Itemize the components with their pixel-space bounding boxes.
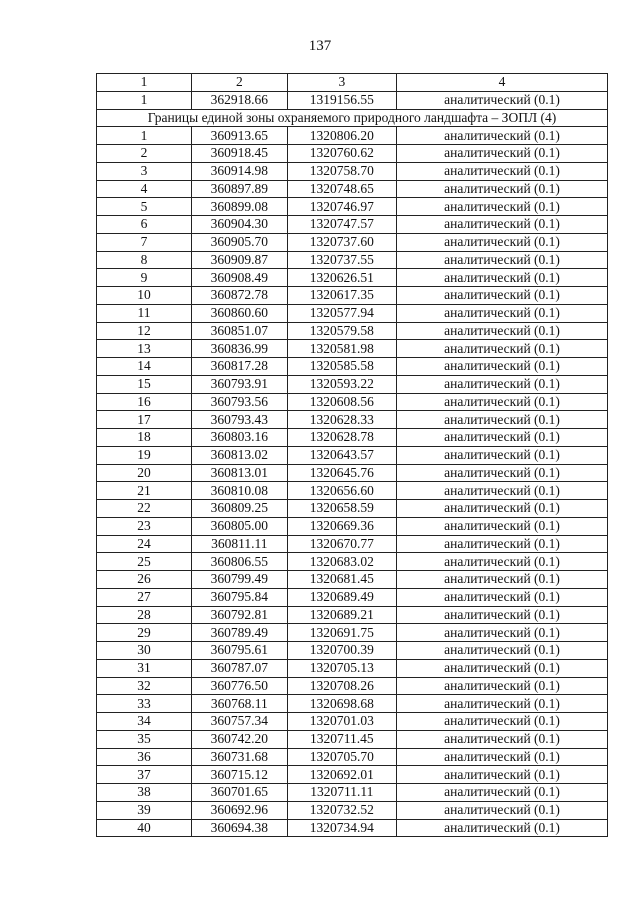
method-cell: аналитический (0.1)	[397, 393, 608, 411]
x-coordinate-cell: 360742.20	[192, 730, 288, 748]
point-number-cell: 16	[97, 393, 192, 411]
y-coordinate-cell: 1320593.22	[287, 375, 396, 393]
method-cell: аналитический (0.1)	[397, 429, 608, 447]
x-coordinate-cell: 360805.00	[192, 517, 288, 535]
x-coordinate-cell: 360905.70	[192, 233, 288, 251]
table-row	[97, 730, 608, 748]
method-cell: аналитический (0.1)	[397, 748, 608, 766]
coordinates-table	[96, 73, 608, 837]
point-number-cell: 37	[97, 766, 192, 784]
table-row	[97, 358, 608, 376]
y-coordinate-cell: 1320737.60	[287, 233, 396, 251]
point-number-cell: 14	[97, 358, 192, 376]
x-coordinate-cell: 360793.43	[192, 411, 288, 429]
y-coordinate-cell: 1320645.76	[287, 464, 396, 482]
column-header-4: 4	[397, 74, 608, 92]
y-coordinate-cell: 1320581.98	[287, 340, 396, 358]
y-coordinate-cell: 1320698.68	[287, 695, 396, 713]
method-cell: аналитический (0.1)	[397, 801, 608, 819]
table-row	[97, 233, 608, 251]
table-row	[97, 695, 608, 713]
point-number-cell: 18	[97, 429, 192, 447]
point-number-cell: 29	[97, 624, 192, 642]
table-row	[97, 91, 608, 109]
y-coordinate-cell: 1320734.94	[287, 819, 396, 837]
point-number-cell: 15	[97, 375, 192, 393]
point-number-cell: 23	[97, 517, 192, 535]
method-cell: аналитический (0.1)	[397, 517, 608, 535]
x-coordinate-cell: 360787.07	[192, 659, 288, 677]
point-number-cell: 8	[97, 251, 192, 269]
x-coordinate-cell: 360813.02	[192, 446, 288, 464]
method-cell: аналитический (0.1)	[397, 322, 608, 340]
table-row	[97, 127, 608, 145]
table-row	[97, 553, 608, 571]
table-row	[97, 571, 608, 589]
x-coordinate-cell: 360897.89	[192, 180, 288, 198]
method-cell: аналитический (0.1)	[397, 411, 608, 429]
table-row	[97, 535, 608, 553]
y-coordinate-cell: 1320628.33	[287, 411, 396, 429]
y-coordinate-cell: 1320683.02	[287, 553, 396, 571]
x-coordinate-cell: 360904.30	[192, 216, 288, 234]
method-cell: аналитический (0.1)	[397, 642, 608, 660]
table-row	[97, 500, 608, 518]
column-header-2: 2	[192, 74, 288, 92]
x-coordinate-cell: 360795.84	[192, 588, 288, 606]
y-coordinate-cell: 1320760.62	[287, 145, 396, 163]
point-number-cell: 17	[97, 411, 192, 429]
table-row	[97, 677, 608, 695]
x-coordinate-cell: 360918.45	[192, 145, 288, 163]
table-row	[97, 287, 608, 305]
point-number-cell: 38	[97, 784, 192, 802]
point-number-cell: 33	[97, 695, 192, 713]
method-cell: аналитический (0.1)	[397, 535, 608, 553]
y-coordinate-cell: 1320617.35	[287, 287, 396, 305]
point-number-cell: 2	[97, 145, 192, 163]
x-coordinate-cell: 360913.65	[192, 127, 288, 145]
point-number-cell: 11	[97, 304, 192, 322]
y-coordinate-cell: 1320689.21	[287, 606, 396, 624]
y-coordinate-cell: 1320689.49	[287, 588, 396, 606]
x-coordinate-cell: 360909.87	[192, 251, 288, 269]
y-coordinate-cell: 1320748.65	[287, 180, 396, 198]
x-coordinate-cell: 360768.11	[192, 695, 288, 713]
method-cell: аналитический (0.1)	[397, 571, 608, 589]
point-number-cell: 6	[97, 216, 192, 234]
y-coordinate-cell: 1319156.55	[287, 91, 396, 109]
point-number-cell: 20	[97, 464, 192, 482]
y-coordinate-cell: 1320681.45	[287, 571, 396, 589]
y-coordinate-cell: 1320691.75	[287, 624, 396, 642]
y-coordinate-cell: 1320711.45	[287, 730, 396, 748]
method-cell: аналитический (0.1)	[397, 784, 608, 802]
method-cell: аналитический (0.1)	[397, 482, 608, 500]
table-row	[97, 162, 608, 180]
point-number-cell: 36	[97, 748, 192, 766]
y-coordinate-cell: 1320608.56	[287, 393, 396, 411]
table-row	[97, 642, 608, 660]
method-cell: аналитический (0.1)	[397, 464, 608, 482]
page-number: 137	[308, 38, 332, 54]
y-coordinate-cell: 1320758.70	[287, 162, 396, 180]
y-coordinate-cell: 1320656.60	[287, 482, 396, 500]
point-number-cell: 30	[97, 642, 192, 660]
y-coordinate-cell: 1320747.57	[287, 216, 396, 234]
point-number-cell: 24	[97, 535, 192, 553]
method-cell: аналитический (0.1)	[397, 606, 608, 624]
table-row	[97, 801, 608, 819]
y-coordinate-cell: 1320711.11	[287, 784, 396, 802]
x-coordinate-cell: 360809.25	[192, 500, 288, 518]
method-cell: аналитический (0.1)	[397, 677, 608, 695]
table-row	[97, 517, 608, 535]
table-row	[97, 482, 608, 500]
table-row	[97, 659, 608, 677]
column-header-3: 3	[287, 74, 396, 92]
point-number-cell: 7	[97, 233, 192, 251]
point-number-cell: 5	[97, 198, 192, 216]
table-row	[97, 393, 608, 411]
point-number-cell: 26	[97, 571, 192, 589]
y-coordinate-cell: 1320670.77	[287, 535, 396, 553]
table-row	[97, 819, 608, 837]
y-coordinate-cell: 1320669.36	[287, 517, 396, 535]
table-row	[97, 180, 608, 198]
x-coordinate-cell: 360701.65	[192, 784, 288, 802]
point-number-cell: 39	[97, 801, 192, 819]
method-cell: аналитический (0.1)	[397, 588, 608, 606]
section-title-row	[97, 109, 608, 127]
x-coordinate-cell: 360799.49	[192, 571, 288, 589]
table-row	[97, 766, 608, 784]
method-cell: аналитический (0.1)	[397, 819, 608, 837]
y-coordinate-cell: 1320658.59	[287, 500, 396, 518]
x-coordinate-cell: 360811.11	[192, 535, 288, 553]
point-number-cell: 4	[97, 180, 192, 198]
table-row	[97, 429, 608, 447]
method-cell: аналитический (0.1)	[397, 624, 608, 642]
x-coordinate-cell: 360694.38	[192, 819, 288, 837]
point-number-cell: 28	[97, 606, 192, 624]
point-number-cell: 35	[97, 730, 192, 748]
method-cell: аналитический (0.1)	[397, 251, 608, 269]
x-coordinate-cell: 360731.68	[192, 748, 288, 766]
column-header-1: 1	[97, 74, 192, 92]
y-coordinate-cell: 1320577.94	[287, 304, 396, 322]
x-coordinate-cell: 360914.98	[192, 162, 288, 180]
x-coordinate-cell: 360836.99	[192, 340, 288, 358]
x-coordinate-cell: 360810.08	[192, 482, 288, 500]
method-cell: аналитический (0.1)	[397, 340, 608, 358]
method-cell: аналитический (0.1)	[397, 198, 608, 216]
method-cell: аналитический (0.1)	[397, 500, 608, 518]
table-row	[97, 411, 608, 429]
table-row	[97, 606, 608, 624]
method-cell: аналитический (0.1)	[397, 304, 608, 322]
point-number-cell: 10	[97, 287, 192, 305]
method-cell: аналитический (0.1)	[397, 127, 608, 145]
y-coordinate-cell: 1320643.57	[287, 446, 396, 464]
x-coordinate-cell: 360908.49	[192, 269, 288, 287]
table-row	[97, 322, 608, 340]
x-coordinate-cell: 360795.61	[192, 642, 288, 660]
x-coordinate-cell: 360860.60	[192, 304, 288, 322]
method-cell: аналитический (0.1)	[397, 145, 608, 163]
table-row	[97, 375, 608, 393]
point-number-cell: 1	[97, 91, 192, 109]
method-cell: аналитический (0.1)	[397, 162, 608, 180]
method-cell: аналитический (0.1)	[397, 446, 608, 464]
point-number-cell: 9	[97, 269, 192, 287]
method-cell: аналитический (0.1)	[397, 659, 608, 677]
x-coordinate-cell: 360792.81	[192, 606, 288, 624]
y-coordinate-cell: 1320628.78	[287, 429, 396, 447]
x-coordinate-cell: 360757.34	[192, 713, 288, 731]
table-row	[97, 251, 608, 269]
y-coordinate-cell: 1320732.52	[287, 801, 396, 819]
x-coordinate-cell: 360817.28	[192, 358, 288, 376]
method-cell: аналитический (0.1)	[397, 713, 608, 731]
method-cell: аналитический (0.1)	[397, 375, 608, 393]
table-row	[97, 269, 608, 287]
x-coordinate-cell: 360806.55	[192, 553, 288, 571]
x-coordinate-cell: 360872.78	[192, 287, 288, 305]
x-coordinate-cell: 360899.08	[192, 198, 288, 216]
table-row	[97, 784, 608, 802]
point-number-cell: 1	[97, 127, 192, 145]
x-coordinate-cell: 360803.16	[192, 429, 288, 447]
y-coordinate-cell: 1320737.55	[287, 251, 396, 269]
table-row	[97, 304, 608, 322]
table-row	[97, 145, 608, 163]
y-coordinate-cell: 1320705.70	[287, 748, 396, 766]
table-header-row	[97, 74, 608, 92]
method-cell: аналитический (0.1)	[397, 91, 608, 109]
x-coordinate-cell: 360692.96	[192, 801, 288, 819]
x-coordinate-cell: 360851.07	[192, 322, 288, 340]
point-number-cell: 34	[97, 713, 192, 731]
point-number-cell: 40	[97, 819, 192, 837]
point-number-cell: 21	[97, 482, 192, 500]
method-cell: аналитический (0.1)	[397, 216, 608, 234]
x-coordinate-cell: 360813.01	[192, 464, 288, 482]
x-coordinate-cell: 360715.12	[192, 766, 288, 784]
method-cell: аналитический (0.1)	[397, 695, 608, 713]
table-row	[97, 340, 608, 358]
method-cell: аналитический (0.1)	[397, 730, 608, 748]
y-coordinate-cell: 1320701.03	[287, 713, 396, 731]
point-number-cell: 12	[97, 322, 192, 340]
y-coordinate-cell: 1320746.97	[287, 198, 396, 216]
x-coordinate-cell: 360776.50	[192, 677, 288, 695]
method-cell: аналитический (0.1)	[397, 269, 608, 287]
y-coordinate-cell: 1320579.58	[287, 322, 396, 340]
point-number-cell: 31	[97, 659, 192, 677]
y-coordinate-cell: 1320585.58	[287, 358, 396, 376]
table-row	[97, 748, 608, 766]
table-row	[97, 713, 608, 731]
point-number-cell: 22	[97, 500, 192, 518]
point-number-cell: 3	[97, 162, 192, 180]
method-cell: аналитический (0.1)	[397, 553, 608, 571]
table-row	[97, 446, 608, 464]
point-number-cell: 27	[97, 588, 192, 606]
point-number-cell: 25	[97, 553, 192, 571]
method-cell: аналитический (0.1)	[397, 358, 608, 376]
section-title: Границы единой зоны охраняемого природного ландшафта – ЗОПЛ (4)	[97, 109, 608, 127]
table-row	[97, 216, 608, 234]
x-coordinate-cell: 360793.91	[192, 375, 288, 393]
point-number-cell: 32	[97, 677, 192, 695]
y-coordinate-cell: 1320692.01	[287, 766, 396, 784]
point-number-cell: 13	[97, 340, 192, 358]
table-row	[97, 198, 608, 216]
y-coordinate-cell: 1320708.26	[287, 677, 396, 695]
y-coordinate-cell: 1320626.51	[287, 269, 396, 287]
method-cell: аналитический (0.1)	[397, 180, 608, 198]
coordinates-table-body	[97, 74, 608, 837]
method-cell: аналитический (0.1)	[397, 766, 608, 784]
y-coordinate-cell: 1320700.39	[287, 642, 396, 660]
method-cell: аналитический (0.1)	[397, 287, 608, 305]
x-coordinate-cell: 362918.66	[192, 91, 288, 109]
y-coordinate-cell: 1320806.20	[287, 127, 396, 145]
x-coordinate-cell: 360793.56	[192, 393, 288, 411]
point-number-cell: 19	[97, 446, 192, 464]
table-row	[97, 464, 608, 482]
method-cell: аналитический (0.1)	[397, 233, 608, 251]
table-row	[97, 624, 608, 642]
x-coordinate-cell: 360789.49	[192, 624, 288, 642]
y-coordinate-cell: 1320705.13	[287, 659, 396, 677]
table-row	[97, 588, 608, 606]
